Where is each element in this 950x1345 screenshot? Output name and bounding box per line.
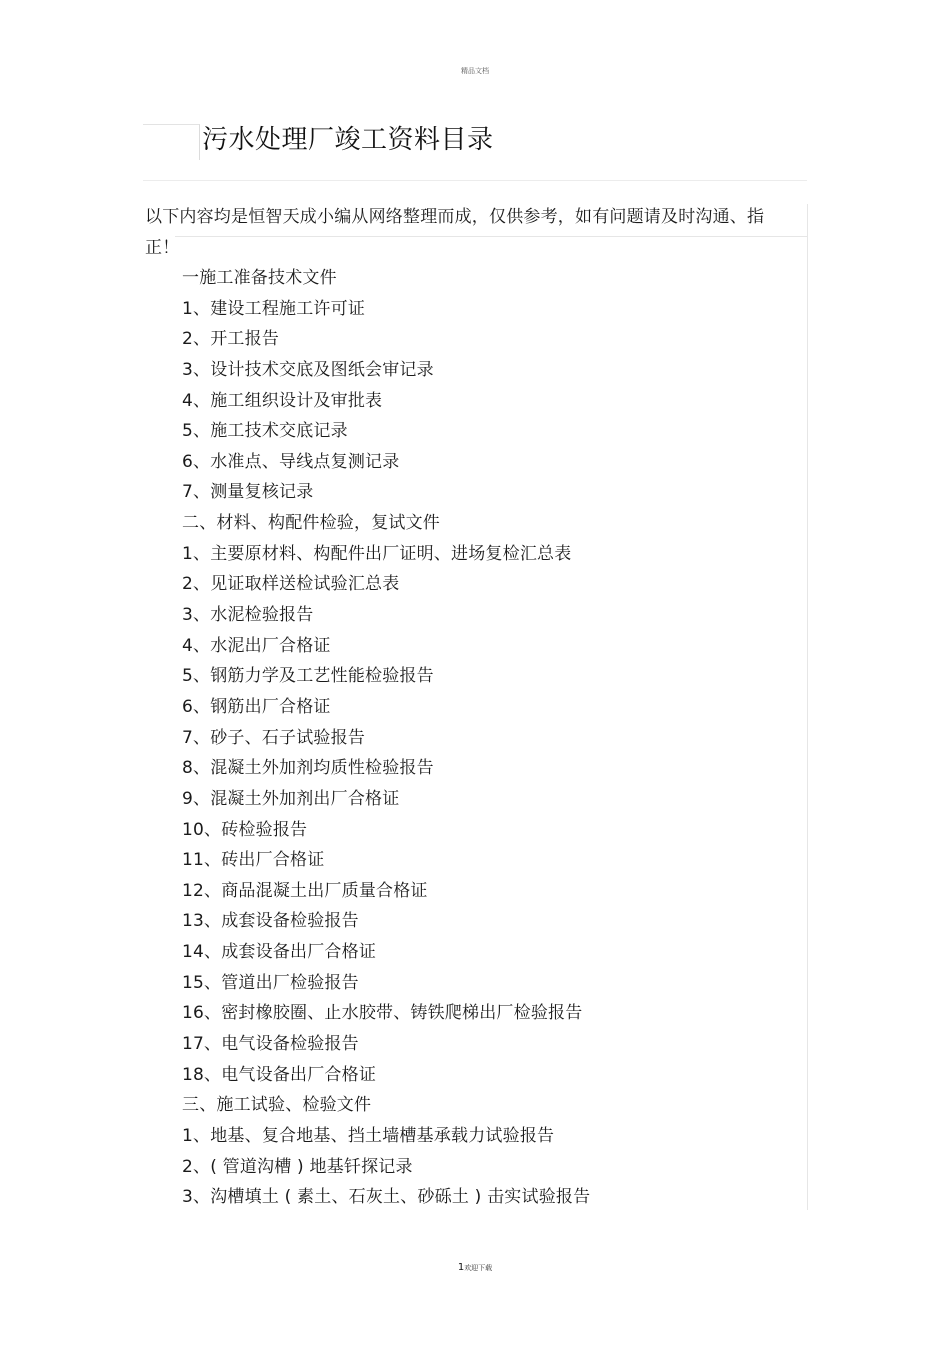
toc-item: 5、施工技术交底记录 bbox=[182, 421, 348, 442]
table-of-contents bbox=[182, 263, 590, 1213]
toc-item: 4、施工组织设计及审批表 bbox=[182, 390, 383, 411]
title-frame bbox=[143, 124, 200, 160]
toc-item: 3、水泥检验报告 bbox=[182, 605, 314, 626]
toc-item: 1、建设工程施工许可证 bbox=[182, 298, 366, 319]
toc-item: 4、水泥出厂合格证 bbox=[182, 635, 331, 656]
toc-item: 7、砂子、石子试验报告 bbox=[182, 727, 366, 748]
toc-item: 10、砖检验报告 bbox=[182, 819, 308, 840]
title-divider bbox=[143, 180, 807, 181]
footer-note: 欢迎下载 bbox=[464, 1264, 493, 1272]
toc-item: 11、砖出厂合格证 bbox=[182, 850, 325, 871]
header-note: 精品文档 bbox=[461, 67, 489, 75]
toc-item: 12、商品混凝土出厂质量合格证 bbox=[182, 880, 428, 901]
intro-paragraph: 以下内容均是恒智天成小编从网络整理而成，仅供参考，如有问题请及时沟通、指正！ bbox=[145, 207, 765, 258]
toc-item: 2、( 管道沟槽 ) 地基钎探记录 bbox=[182, 1156, 413, 1177]
toc-item: 1、主要原材料、构配件出厂证明、进场复检汇总表 bbox=[182, 543, 572, 564]
toc-item: 16、密封橡胶圈、止水胶带、铸铁爬梯出厂检验报告 bbox=[182, 1003, 583, 1024]
document-title: 污水处理厂竣工资料目录 bbox=[202, 125, 494, 155]
toc-item: 一施工准备技术文件 bbox=[182, 268, 337, 288]
toc-item: 3、设计技术交底及图纸会审记录 bbox=[182, 359, 434, 380]
toc-item: 2、见证取样送检试验汇总表 bbox=[182, 574, 400, 595]
toc-item: 1、地基、复合地基、挡土墙槽基承载力试验报告 bbox=[182, 1125, 555, 1146]
toc-item: 18、电气设备出厂合格证 bbox=[182, 1064, 377, 1085]
toc-item: 13、成套设备检验报告 bbox=[182, 911, 359, 932]
toc-item: 2、开工报告 bbox=[182, 329, 280, 350]
toc-item: 6、钢筋出厂合格证 bbox=[182, 696, 331, 717]
toc-item: 15、管道出厂检验报告 bbox=[182, 972, 359, 993]
toc-item: 7、测量复核记录 bbox=[182, 482, 314, 503]
toc-item: 三、施工试验、检验文件 bbox=[182, 1095, 372, 1116]
toc-item: 5、钢筋力学及工艺性能检验报告 bbox=[182, 666, 434, 687]
toc-item: 6、水准点、导线点复测记录 bbox=[182, 451, 400, 472]
toc-item: 14、成套设备出厂合格证 bbox=[182, 942, 377, 963]
toc-item: 17、电气设备检验报告 bbox=[182, 1034, 359, 1055]
page-number: 1 bbox=[457, 1262, 465, 1273]
page-footer bbox=[0, 1262, 950, 1273]
toc-item: 9、混凝土外加剂出厂合格证 bbox=[182, 788, 400, 809]
toc-item: 8、混凝土外加剂均质性检验报告 bbox=[182, 758, 434, 779]
toc-item: 二、材料、构配件检验，复试文件 bbox=[182, 513, 440, 534]
toc-item: 3、沟槽填土 ( 素土、石灰土、砂砾土 ) 击实试验报告 bbox=[182, 1187, 591, 1208]
